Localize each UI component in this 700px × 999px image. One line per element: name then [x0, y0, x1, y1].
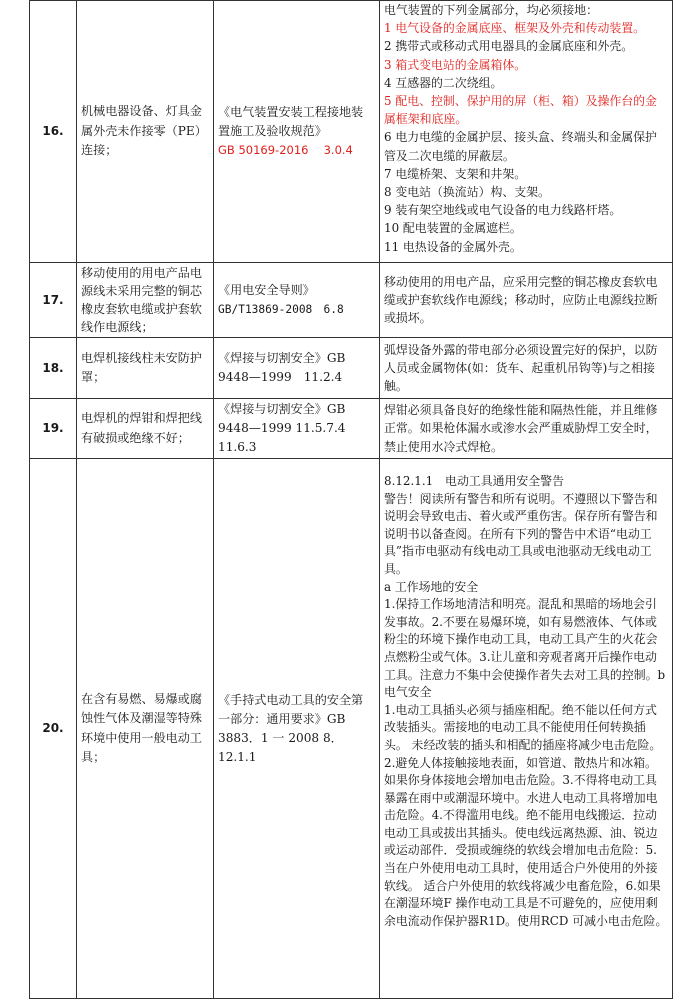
requirement-text: 焊钳必须具备良好的绝缘性能和隔热性能，并且维修正常。如果枪体漏水或渗水会严重威胁焊工安全时，禁止使用水冷式焊枪。 [380, 399, 673, 459]
row-number: 18. [30, 338, 77, 399]
requirement-section-b-text: 1.电动工具插头必须与插座相配。绝不能以任何方式改装插头。需接地的电动工具不能使用任何转换插头。 未经改装的插头和相配的插座将减少电击危险。2.避免人体接触接地表面，如管道、散热片和冰箱。如果你身体接地会增加电击危险。3.不得将电动工具暴露在雨中或潮湿环境中。水进人电动工具将增加电击危险。4.不得滥用电线。绝不能用电线搬运．拉动电动工具或拔出其插头。使电线远离热源、油、锐边或运动部件．受损或缠绕的软线会增加电击危险：5.当在户外使用电动工具时，使用适合户外使用的外接软线。 适合户外使用的软线将减少电畜危险，6.如果在潮湿环境F 操作电动工具是不可避免的，应使用剩余电流动作保护器R1D。使用RCD 可减小电击危险。 [384, 702, 668, 928]
requirement-intro: 电气装置的下列金属部分，均必须接地： [384, 3, 599, 17]
table-row-20 [30, 459, 673, 999]
requirement-item: 6 电力电缆的金属护层、接头盒、终端头和金属保护管及二次电缆的屏蔽层。 [384, 130, 657, 163]
requirement-heading: 8.12.1.1 电动工具通用安全警告 [384, 474, 564, 488]
basis-title: 《电气装置安装工程接地装置施工及验收规范》 [218, 105, 364, 138]
requirement-item: 10 配电装置的金属遮栏。 [384, 221, 522, 236]
hazard-table [29, 0, 673, 999]
requirement-item: 2 携带式或移动式用电器具的金属底座和外壳。 [384, 39, 634, 54]
requirement-cell [380, 1, 673, 263]
table-row-18 [30, 338, 673, 399]
requirement-item: 1 电气设备的金属底座、框架及外壳和传动装置。 [384, 21, 646, 36]
basis-text: 《焊接与切割安全》GB 9448—1999 11.5.7.4 11.6.3 [214, 399, 380, 459]
row-number: 20. [30, 459, 77, 999]
hazard-description: 机械电器设备、灯具金属外壳未作接零（PE）连接； [77, 1, 214, 263]
requirement-item: 11 电热设备的金属外壳。 [384, 239, 522, 254]
row-number: 19. [30, 399, 77, 459]
requirement-item: 3 箱式变电站的金属箱体。 [384, 57, 527, 72]
row-number: 16. [30, 1, 77, 263]
requirement-cell [380, 459, 673, 999]
basis-text: 《焊接与切割安全》GB 9448—1999 11.2.4 [214, 338, 380, 399]
table-row-17 [30, 263, 673, 338]
requirement-item: 9 装有架空地线或电气设备的电力线路杆塔。 [384, 203, 622, 218]
requirement-item: 4 互感器的二次绕组。 [384, 75, 503, 90]
requirement-text: 移动使用的用电产品，应采用完整的铜芯橡皮套软电缆或护套软线作电源线；移动时，应防止电源线拉断或损坏。 [380, 263, 673, 338]
requirement-section-a-text: 1.保持工作场地清洁和明亮。混乱和黑暗的场地会引发事故。2.不要在易爆环境，如有易燃液体、气体或粉尘的环境下操作电动工具，电动工具产生的火花会点燃粉尘或气体。3.让儿童和旁观者离开后操作电动工具。注意力不集中会使操作者失去对工具的控制。b 电气安全 [384, 597, 666, 700]
row-number: 17. [30, 263, 77, 338]
requirement-section-a: a 工作场地的安全 [384, 579, 479, 594]
table-row-19 [30, 399, 673, 459]
hazard-description: 电焊机的焊钳和焊把线有破损或绝缘不好； [77, 399, 214, 459]
basis-code: GB 50169-2016 3.0.4 [218, 143, 353, 157]
requirement-item: 7 电缆桥架、支架和井架。 [384, 166, 527, 181]
basis-cell [214, 263, 380, 338]
basis-cell [214, 1, 380, 263]
basis-code: GB/T13869-2008 6.8 [218, 303, 344, 316]
requirement-body: 警告！阅读所有警告和所有说明。不遵照以下警告和说明会导致电击、着火或严重伤害。保存所有警告和说明书以备查阅。在所有下列的警告中术语“电动工具”指市电驱动有线电动工具或电池驱动无线电动工具。 [384, 491, 658, 576]
hazard-description: 移动使用的用电产品电源线未采用完整的铜芯橡皮套软电缆或护套软线作电源线； [77, 263, 214, 338]
hazard-description: 在含有易燃、易爆或腐蚀性气体及潮湿等特殊环境中使用一般电动工具； [77, 459, 214, 999]
hazard-description: 电焊机接线柱未安防护罩； [77, 338, 214, 399]
basis-title: 《用电安全导则》 [218, 283, 315, 297]
table-row-16 [30, 1, 673, 263]
requirement-text: 弧焊设备外露的带电部分必须设置完好的保护，以防人员或金属物体(如：货车、起重机吊钩等)与之相接触。 [380, 338, 673, 399]
requirement-item: 5 配电、控制、保护用的屏（柜、箱）及操作台的金属框架和底座。 [384, 94, 657, 127]
basis-text: 《手持式电动工具的安全第一部分：通用要求》GB 3883．1 一 2008 8．12.1.1 [214, 459, 380, 999]
requirement-item: 8 变电站（换流站）构、支架。 [384, 185, 550, 200]
